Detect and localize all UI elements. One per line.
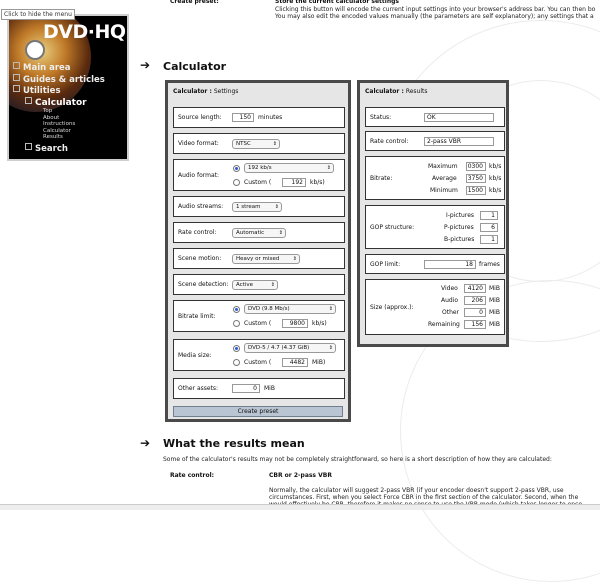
menu-item-main-area[interactable] [13,62,128,74]
audio-custom-input[interactable]: 192 [282,178,306,187]
scene-detection-row [173,274,345,295]
size-unit: MiB [489,297,500,304]
size-video-label: Video [441,285,458,292]
status-value: OK [424,113,494,122]
bitrate-max-value: 0300 [466,162,486,171]
size-unit: MiB [489,309,500,316]
custom-label: Custom ( [244,359,272,366]
select-value: Active [236,282,254,288]
desc-line: You may also edit the encoded values manually (the parameters are self explanatory); any settings that a [275,13,594,20]
plus-icon [13,62,20,69]
bitrate-limit-row [173,300,345,332]
p-pictures-label: P-pictures [444,224,474,231]
create-preset-description [165,0,600,36]
size-other-label: Other [442,309,460,316]
calculator-heading: Calculator [163,60,227,73]
gop-limit-unit: frames [479,261,500,268]
i-pictures-value: 1 [480,211,498,220]
media-size-label: Media size: [178,352,212,359]
rate-control-label: Rate control: [178,229,217,236]
select-value: NTSC [236,141,251,147]
select-value: 192 kb/s [248,165,272,171]
audio-streams-row [173,196,345,217]
explanation-line: circumstances. First, when you select Force CBR in the first section of the calculator. Second, when the [269,494,579,501]
gop-structure-row [365,205,505,249]
custom-unit: kb/s) [312,320,327,327]
panel-title-bold: Calculator : [365,88,404,95]
select-value: Automatic [236,230,265,236]
gop-limit-row [365,254,505,274]
results-meaning-intro: Some of the calculator's results may not be completely straightforward, so here is a short description of how they are calculated: [163,456,552,463]
source-length-unit: minutes [258,114,283,121]
menu-item-guides[interactable] [13,74,128,86]
rate-control-result-row [365,131,505,151]
video-format-row [173,133,345,154]
plus-icon [13,74,20,81]
media-size-select[interactable] [244,343,336,353]
size-remaining-value: 156 [464,320,486,329]
media-custom-radio[interactable] [233,359,240,366]
chevron-updown-icon: ⇕ [270,282,275,288]
desc-line: Clicking this button will encode the current input settings into your browser's address bar. You can then bo [275,6,596,13]
results-panel [357,80,509,347]
scene-motion-row [173,248,345,269]
bitrate-min-value: 1500 [466,186,486,195]
audio-streams-select[interactable] [232,202,282,212]
size-approx-row [365,279,505,335]
minus-icon [13,85,20,92]
scene-detection-label: Scene detection: [178,281,229,288]
other-assets-row [173,378,345,399]
chevron-updown-icon: ⇕ [274,204,279,210]
bitrate-custom-radio[interactable] [233,320,240,327]
panel-title-rest: Settings [213,88,239,95]
b-pictures-value: 1 [480,235,498,244]
create-preset-value: Store the current calculator settings [275,0,399,5]
plus-icon [25,143,32,150]
custom-unit: kb/s) [310,179,325,186]
menu-sub-about[interactable]: About [43,114,60,121]
menu-item-label: Utilities [23,86,61,96]
custom-unit: MiB) [312,359,326,366]
bitrate-custom-input[interactable]: 9800 [282,319,308,328]
results-panel-title [360,83,506,95]
chevron-updown-icon: ⇕ [328,345,333,351]
rate-control-term: Rate control: [170,472,215,479]
bitrate-unit: kb/s [489,187,502,194]
source-length-row [173,107,345,128]
chevron-updown-icon: ⇕ [326,165,331,171]
gop-limit-value: 18 [424,260,476,269]
video-format-label: Video format: [178,140,219,147]
select-value: DVD (9.8 Mb/s) [248,306,290,312]
bitrate-unit: kb/s [489,175,502,182]
media-custom-input[interactable]: 4482 [282,358,308,367]
panel-title-rest: Results [405,88,428,95]
settings-panel-title [168,83,348,95]
bitrate-avg-value: 3750 [466,174,486,183]
scene-detection-select[interactable] [232,280,278,290]
size-approx-label: Size (approx.): [370,304,414,311]
p-pictures-value: 6 [480,223,498,232]
bitrate-result-row [365,156,505,200]
gop-structure-label: GOP structure: [370,224,415,231]
bitrate-limit-select[interactable] [244,304,336,314]
bitrate-avg-label: Average [432,175,457,182]
rate-control-term-value: CBR or 2-pass VBR [269,472,332,479]
status-row [365,107,505,127]
scene-motion-label: Scene motion: [178,255,222,262]
create-preset-label: Create preset: [170,0,219,5]
audio-preset-radio[interactable] [233,165,240,172]
b-pictures-label: B-pictures [444,236,475,243]
chevron-updown-icon: ⇕ [278,230,283,236]
other-assets-label: Other assets: [178,385,219,392]
arrow-right-icon: ➔ [140,58,151,72]
select-value: DVD-5 / 4.7 (4.37 GiB) [248,345,310,351]
side-menu[interactable] [7,14,129,161]
bitrate-min-label: Minimum [430,187,458,194]
results-meaning-heading: What the results mean [163,437,305,450]
select-value: Heavy or mixed [236,256,280,262]
rate-control-result-value: 2-pass VBR [424,137,494,146]
menu-sub-calculator[interactable]: Calculator [43,127,71,134]
bitrate-max-label: Maximum [428,163,458,170]
create-preset-text [275,6,600,20]
audio-streams-label: Audio streams: [178,203,224,210]
custom-label: Custom ( [244,179,272,186]
size-audio-label: Audio [441,297,459,304]
gop-limit-label: GOP limit: [370,261,401,268]
panel-title-bold: Calculator : [173,88,212,95]
menu-sub-instructions[interactable]: Instructions [43,121,76,127]
menu-item-label: Main area [23,63,71,73]
bitrate-result-label: Bitrate: [370,175,393,182]
menu-item-search[interactable] [25,143,128,155]
site-logo[interactable]: DVD·HQ [43,21,126,43]
audio-custom-radio[interactable] [233,179,240,186]
menu-list [13,62,128,154]
chevron-updown-icon: ⇕ [292,256,297,262]
source-length-input[interactable]: 150 [232,113,254,122]
rate-control-result-label: Rate control: [370,138,409,145]
settings-panel [165,80,351,422]
size-remaining-label: Remaining [428,321,460,328]
size-video-value: 4120 [464,284,486,293]
custom-label: Custom ( [244,320,272,327]
media-size-row [173,339,345,371]
chevron-updown-icon: ⇕ [272,141,277,147]
chevron-updown-icon: ⇕ [328,306,333,312]
audio-format-label: Audio format: [178,172,220,179]
size-other-value: 0 [464,308,486,317]
browser-status-bar [0,504,600,510]
bitrate-preset-radio[interactable] [233,306,240,313]
size-audio-value: 206 [464,296,486,305]
bitrate-unit: kb/s [489,163,502,170]
menu-sub-top[interactable]: Top [43,108,53,114]
menu-item-utilities[interactable] [13,85,128,97]
i-pictures-label: I-pictures [446,212,475,219]
arrow-right-icon: ➔ [140,436,151,450]
size-unit: MiB [489,285,500,292]
bitrate-limit-label: Bitrate limit: [178,313,216,320]
other-assets-unit: MiB [264,385,275,392]
other-assets-input[interactable]: 0 [232,384,260,393]
size-unit: MiB [489,321,500,328]
select-value: 1 stream [236,204,261,210]
rate-control-select[interactable] [232,228,286,238]
scene-motion-select[interactable] [232,254,300,264]
video-format-select[interactable] [232,139,280,149]
status-label: Status: [370,114,392,121]
menu-item-label: Search [35,143,68,154]
create-preset-button[interactable]: Create preset [173,406,343,417]
rate-control-row [173,222,345,243]
menu-sub-results[interactable]: Results [43,134,63,140]
minus-icon [25,97,32,104]
source-length-label: Source length: [178,114,222,121]
menu-item-calculator[interactable] [25,97,128,109]
audio-format-row [173,159,345,191]
hide-menu-tooltip[interactable]: Click to hide the menu [1,9,75,20]
menu-item-label: Guides & articles [23,74,105,85]
menu-item-label: Calculator [35,97,87,108]
explanation-line: Normally, the calculator will suggest 2-pass VBR (if your encoder doesn't support 2-pass VBR, use [269,487,564,494]
media-preset-radio[interactable] [233,345,240,352]
audio-format-select[interactable] [244,163,334,173]
